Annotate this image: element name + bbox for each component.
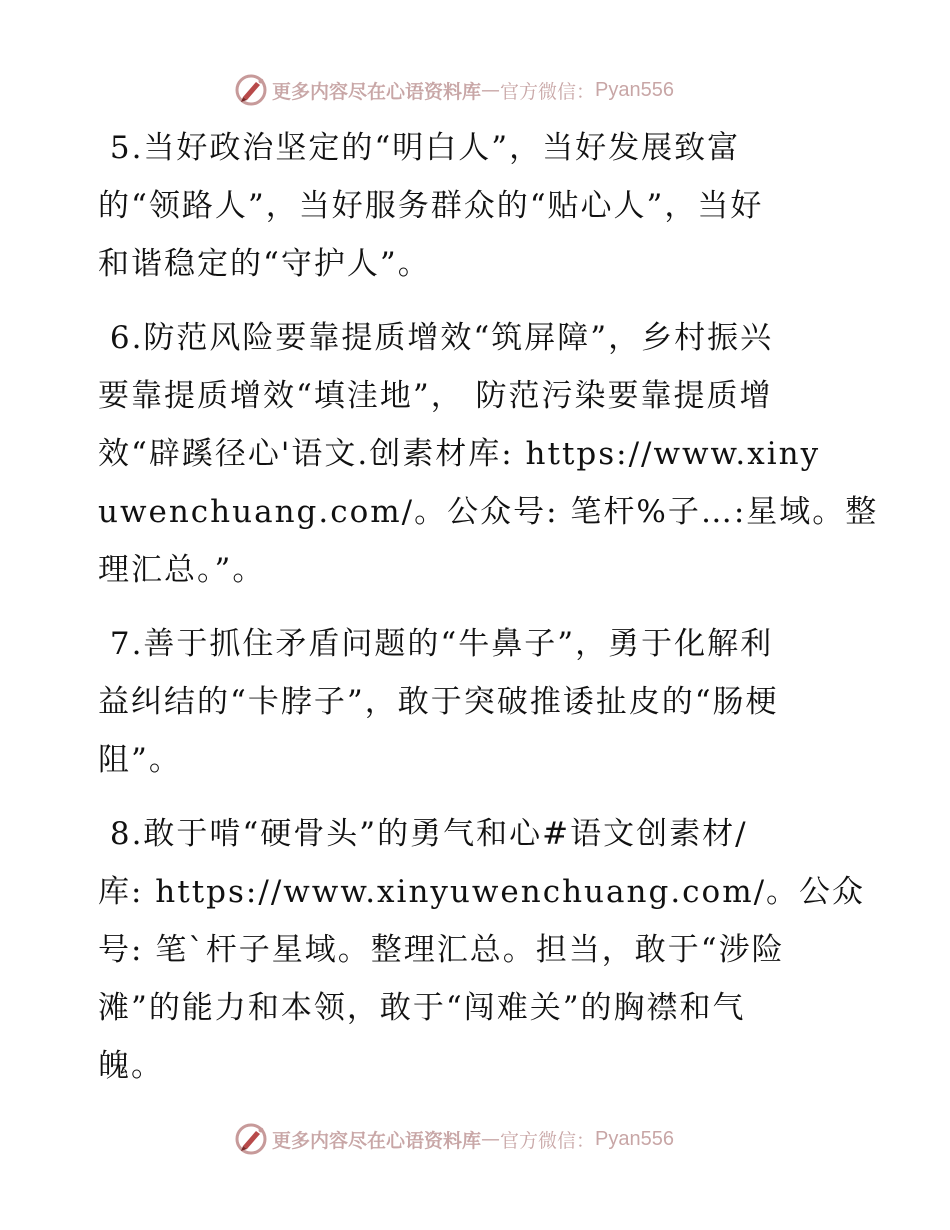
paragraph-line: 益纠结的“卡脖子”，敢于突破推诿扯皮的“肠梗 — [98, 684, 779, 720]
paragraph-line: uwenchuang.com/。公众号: 笔杆%子…:星域。整 — [98, 494, 879, 530]
paragraph-line: 8.敢于啃“硬骨头”的勇气和心#语文创素材/ — [98, 816, 748, 852]
logo-icon — [234, 1122, 268, 1156]
header-wechat-label: 官方微信： — [500, 80, 596, 103]
logo-icon — [234, 73, 268, 107]
paragraph-line: 理汇总。”。 — [98, 552, 266, 588]
paragraph-line: 6.防范风险要靠提质增效“筑屏障”，乡村振兴 — [98, 320, 774, 356]
header-wechat-id: Pyan556 — [595, 78, 674, 101]
footer-dash: — — [481, 1128, 501, 1150]
paragraph-line: 阻”。 — [98, 742, 182, 778]
footer-wechat-id: Pyan556 — [595, 1127, 674, 1150]
paragraph-line: 要靠提质增效“填洼地”， 防范污染要靠提质增 — [98, 378, 773, 414]
paragraph-line: 效“辟蹊径心'语文.创素材库: https://www.xiny — [98, 436, 821, 472]
paragraph-line: 魄。 — [98, 1048, 164, 1084]
paragraph-line: 滩”的能力和本领，敢于“闯难关”的胸襟和气 — [98, 990, 746, 1026]
paragraph-line: 和谐稳定的“守护人”。 — [98, 246, 431, 282]
paragraph-line: 库: https://www.xinyuwenchuang.com/。公众 — [98, 874, 866, 910]
paragraph-line: 5.当好政治坚定的“明白人”，当好发展致富 — [98, 130, 741, 166]
header-dash: — — [481, 79, 501, 101]
paragraph-line: 号: 笔`杆子星域。整理汇总。担当，敢于“涉险 — [98, 932, 785, 968]
footer-wechat-label: 官方微信： — [500, 1129, 596, 1152]
footer-banner — [234, 1122, 674, 1156]
paragraph-line: 的“领路人”，当好服务群众的“贴心人”，当好 — [98, 188, 764, 224]
paragraph-line: 7.善于抓住矛盾问题的“牛鼻子”，勇于化解利 — [98, 626, 774, 662]
header-brand: 更多内容尽在心语资料库 — [272, 80, 482, 103]
header-banner — [234, 73, 674, 107]
footer-brand: 更多内容尽在心语资料库 — [272, 1129, 482, 1152]
